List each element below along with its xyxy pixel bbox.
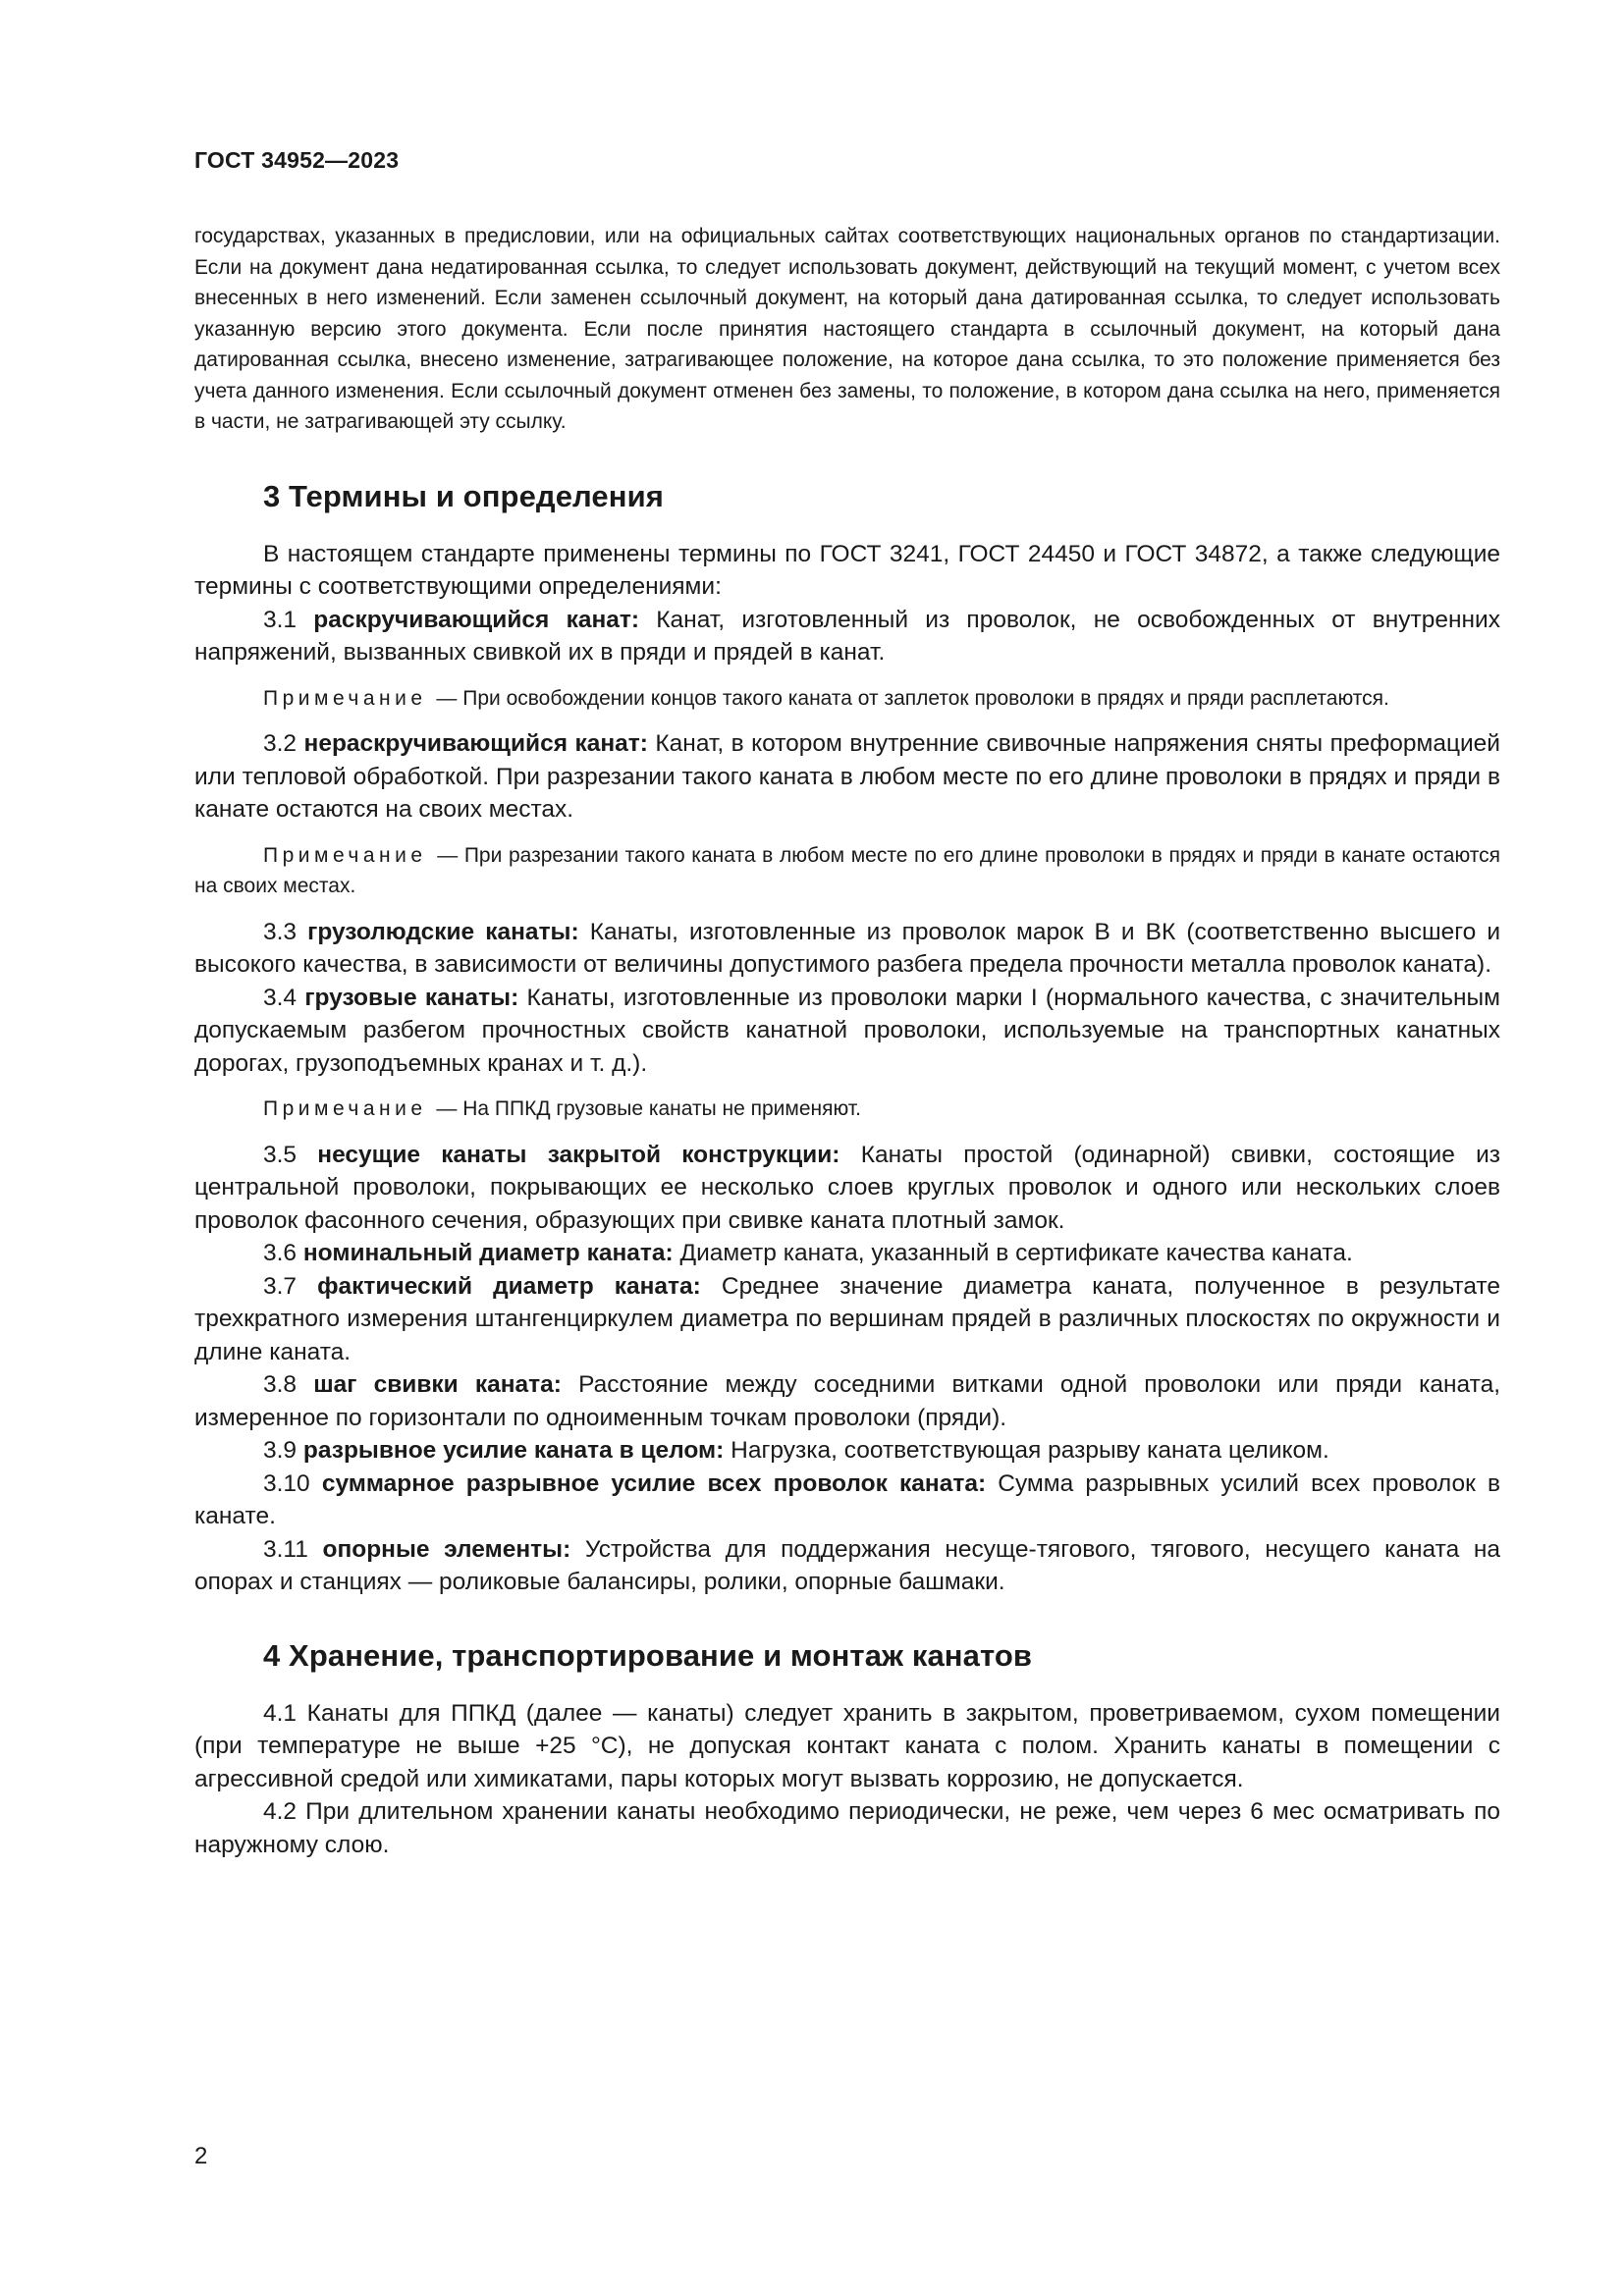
section-4-paragraph: 4.2 При длительном хранении канаты необходимо периодически, не реже, чем через 6 мес осматривать по наружному слою.: [194, 1798, 1500, 1858]
term-entry: [194, 1270, 1500, 1369]
terms-list: [194, 604, 1500, 1599]
term-definition: Канаты простой (одинарной) свивки, состоящие из центральной проволоки, покрывающих ее несколько слоев круглых проволок и одного или нескольких слоев проволок фасонного сечения, образующих при свивке каната плотный замок.: [194, 1141, 1500, 1234]
term-entry: [194, 1533, 1500, 1599]
term-entry: [194, 727, 1500, 827]
term-number: 3.10: [263, 1469, 310, 1497]
term-number: 3.5: [263, 1141, 298, 1168]
term-number: 3.7: [263, 1272, 298, 1300]
note-text: — При освобождении концов такого каната от заплеток проволоки в прядях и пряди расплетаются.: [436, 686, 1389, 710]
term-entry: [194, 1237, 1500, 1270]
term-entry: [194, 1368, 1500, 1434]
note-text: — На ППКД грузовые канаты не применяют.: [436, 1097, 861, 1120]
section-4-title: 4 Хранение, транспортирование и монтаж канатов: [263, 1637, 1033, 1673]
term-number: 3.9: [263, 1437, 298, 1464]
note: [194, 1094, 1500, 1125]
term-name: раскручивающийся канат:: [313, 606, 640, 633]
note: [194, 683, 1500, 715]
term-definition: Канаты, изготовленные из проволоки марки I (нормального качества, с значительным допускаемым разбегом прочностных свойств канатной проволоки, используемые на транспортных канатных дорогах, грузоподъемных кранах и т. д.).: [194, 984, 1501, 1077]
term-definition: Канат, в котором внутренние свивочные напряжения сняты преформацией или тепловой обработкой. При разрезании такого каната в любом месте по его длине проволоки в прядях и пряди в канате остаются на своих местах.: [194, 730, 1500, 823]
term-entry: [194, 982, 1500, 1081]
term-entry: [194, 916, 1500, 982]
term-number: 3.4: [263, 984, 298, 1011]
note: [194, 840, 1500, 902]
note-label: Примечание: [263, 1097, 427, 1120]
term-name: грузовые канаты:: [304, 984, 519, 1011]
page-number: 2: [194, 2143, 208, 2169]
term-name: шаг свивки каната:: [313, 1371, 562, 1398]
term-name: номинальный диаметр каната:: [302, 1240, 674, 1266]
note-text: — При разрезании такого каната в любом месте по его длине проволоки в прядях и пряди в канате остаются на своих местах.: [194, 843, 1500, 897]
term-definition: Канаты, изготовленные из проволок марок В и ВК (соответственно высшего и высокого качества, в зависимости от величины допустимого разбега предела прочности металла проволок каната).: [194, 918, 1500, 978]
term-definition: Диаметр каната, указанный в сертификате качества каната.: [679, 1240, 1353, 1266]
term-definition: Нагрузка, соответствующая разрыву каната целиком.: [731, 1437, 1329, 1464]
term-entry: [194, 1468, 1500, 1533]
term-name: разрывное усилие каната в целом:: [302, 1437, 725, 1464]
term-entry: [194, 1434, 1500, 1468]
term-name: несущие канаты закрытой конструкции:: [317, 1141, 840, 1168]
document-header-code: ГОСТ 34952—2023: [194, 147, 400, 173]
section-3-intro: В настоящем стандарте применены термины по ГОСТ 3241, ГОСТ 24450 и ГОСТ 34872, а также следующие термины с соответствующими определениями:: [194, 540, 1500, 600]
term-definition: Расстояние между соседними витками одной проволоки или пряди каната, измеренное по горизонтали по одноименным точкам проволоки (пряди).: [194, 1371, 1501, 1431]
intro-paragraph: государствах, указанных в предисловии, или на официальных сайтах соответствующих национальных органов по стандартизации. Если на документ дана недатированная ссылка, то следует использовать документ, действующий на текущий момент, с учетом всех внесенных в него изменений. Если заменен ссылочный документ, на который дана датированная ссылка, то следует использовать указанную версию этого документа. Если после принятия настоящего стандарта в ссылочный документ, на который дана датированная ссылка, внесено изменение, затрагивающее положение, на которое дана ссылка, то это положение применяется без учета данного изменения. Если ссылочный документ отменен без замены, то положение, в котором дана ссылка на него, применяется в части, не затрагивающей эту ссылку.: [194, 225, 1500, 433]
term-entry: [194, 1139, 1500, 1238]
term-definition: Канат, изготовленный из проволок, не освобожденных от внутренних напряжений, вызванных свивкой их в пряди и прядей в канат.: [194, 606, 1500, 666]
term-definition: Сумма разрывных усилий всех проволок в канате.: [194, 1469, 1500, 1529]
note-label: Примечание: [263, 843, 427, 867]
document-page: [194, 147, 1500, 1861]
term-number: 3.6: [263, 1240, 298, 1266]
term-number: 3.8: [263, 1371, 298, 1398]
term-name: суммарное разрывное усилие всех проволок каната:: [321, 1469, 987, 1497]
term-number: 3.1: [263, 606, 298, 633]
term-name: опорные элементы:: [322, 1535, 571, 1563]
note-label: Примечание: [263, 686, 427, 710]
term-name: фактический диаметр каната:: [317, 1272, 701, 1300]
term-name: грузолюдские канаты:: [307, 918, 579, 945]
term-definition: Среднее значение диаметра каната, полученное в результате трехкратного измерения штангенциркулем диаметра по вершинам прядей в различных плоскостях по окружности и длине каната.: [194, 1272, 1501, 1365]
section-3-title: 3 Термины и определения: [263, 478, 664, 513]
term-number: 3.2: [263, 730, 298, 757]
section-4-paragraph: 4.1 Канаты для ППКД (далее — канаты) следует хранить в закрытом, проветриваемом, сухом помещении (при температуре не выше +25 °С), не допуская контакт каната с полом. Хранить канаты в помещении с агрессивной средой или химикатами, пары которых могут вызвать коррозию, не допускается.: [194, 1699, 1500, 1792]
term-entry: [194, 604, 1500, 669]
term-definition: Устройства для поддержания несуще-тягового, тягового, несущего каната на опорах и станциях — роликовые балансиры, ролики, опорные башмаки.: [194, 1535, 1500, 1595]
term-number: 3.3: [263, 918, 298, 945]
term-number: 3.11: [263, 1535, 308, 1563]
term-name: нераскручивающийся канат:: [303, 730, 648, 757]
